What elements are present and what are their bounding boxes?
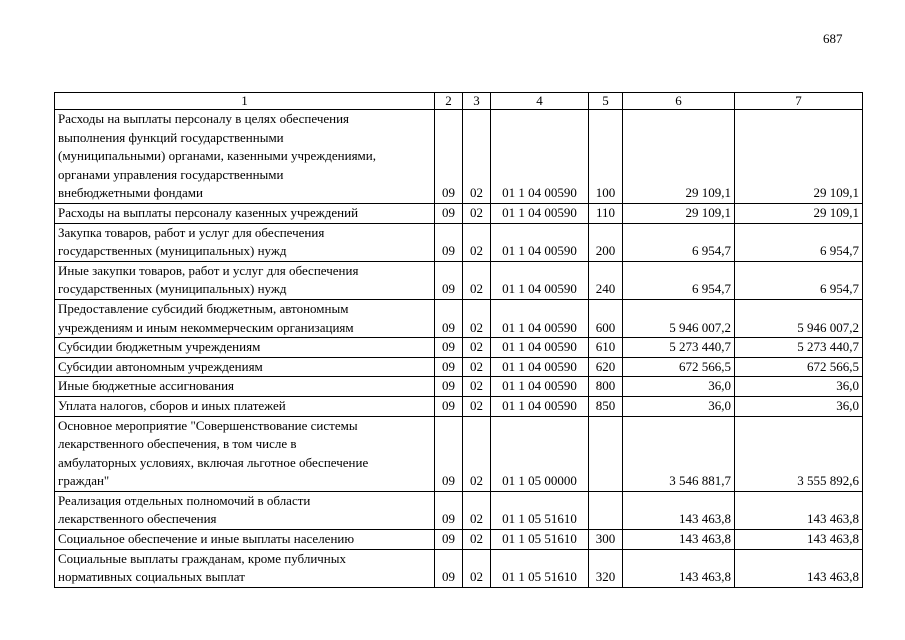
section-cell: 09 bbox=[435, 491, 463, 529]
section-cell: 09 bbox=[435, 549, 463, 587]
expense-type-cell: 800 bbox=[589, 377, 623, 397]
description-line: (муниципальными) органами, казенными учреждениями, bbox=[58, 148, 376, 164]
description-cell bbox=[55, 530, 435, 550]
subsection-cell: 02 bbox=[463, 203, 491, 223]
description-line: Уплата налогов, сборов и иных платежей bbox=[58, 397, 286, 413]
description-line: Социальное обеспечение и иные выплаты населению bbox=[58, 531, 355, 547]
header-cell-2: 2 bbox=[435, 93, 463, 110]
expense-type-cell: 110 bbox=[589, 203, 623, 223]
amount-col7-cell: 6 954,7 bbox=[735, 223, 863, 261]
amount-col7-cell: 672 566,5 bbox=[735, 357, 863, 377]
expense-type-cell: 240 bbox=[589, 261, 623, 299]
header-cell-4: 4 bbox=[491, 93, 589, 110]
subsection-cell: 02 bbox=[463, 396, 491, 416]
amount-col6-cell: 5 273 440,7 bbox=[623, 338, 735, 358]
description-line: Реализация отдельных полномочий в области bbox=[58, 492, 311, 508]
section-cell: 09 bbox=[435, 223, 463, 261]
section-cell: 09 bbox=[435, 110, 463, 204]
target-item-cell: 01 1 05 00000 bbox=[491, 416, 589, 491]
target-item-cell: 01 1 04 00590 bbox=[491, 203, 589, 223]
header-cell-1: 1 bbox=[55, 93, 435, 110]
subsection-cell: 02 bbox=[463, 357, 491, 377]
section-cell: 09 bbox=[435, 530, 463, 550]
amount-col6-cell: 5 946 007,2 bbox=[623, 299, 735, 337]
description-line: Расходы на выплаты персоналу казенных учреждений bbox=[58, 204, 359, 220]
page-number: 687 bbox=[823, 31, 843, 46]
description-line: Иные закупки товаров, работ и услуг для обеспечения bbox=[58, 262, 359, 278]
expense-type-cell: 600 bbox=[589, 299, 623, 337]
description-cell bbox=[55, 491, 435, 529]
section-cell: 09 bbox=[435, 203, 463, 223]
description-line: амбулаторных условиях, включая льготное обеспечение bbox=[58, 454, 369, 470]
amount-col7-cell: 5 273 440,7 bbox=[735, 338, 863, 358]
amount-col7-cell: 36,0 bbox=[735, 377, 863, 397]
expense-type-cell: 320 bbox=[589, 549, 623, 587]
table-row bbox=[55, 357, 863, 377]
header-cell-6: 6 bbox=[623, 93, 735, 110]
expense-type-cell: 100 bbox=[589, 110, 623, 204]
target-item-cell: 01 1 04 00590 bbox=[491, 377, 589, 397]
header-cell-7: 7 bbox=[735, 93, 863, 110]
expense-type-cell bbox=[589, 416, 623, 491]
expense-type-cell: 300 bbox=[589, 530, 623, 550]
description-line: Основное мероприятие "Совершенствование системы bbox=[58, 417, 358, 433]
description-cell bbox=[55, 338, 435, 358]
description-cell bbox=[55, 357, 435, 377]
target-item-cell: 01 1 05 51610 bbox=[491, 549, 589, 587]
description-line: Субсидии бюджетным учреждениям bbox=[58, 339, 261, 355]
description-line: внебюджетными фондами bbox=[58, 185, 203, 201]
description-line: лекарственного обеспечения bbox=[58, 511, 217, 527]
table-row bbox=[55, 377, 863, 397]
description-cell bbox=[55, 416, 435, 491]
table-row bbox=[55, 261, 863, 299]
expense-type-cell: 610 bbox=[589, 338, 623, 358]
subsection-cell: 02 bbox=[463, 299, 491, 337]
description-cell bbox=[55, 223, 435, 261]
target-item-cell: 01 1 04 00590 bbox=[491, 396, 589, 416]
description-cell bbox=[55, 377, 435, 397]
description-line: граждан" bbox=[58, 473, 110, 489]
target-item-cell: 01 1 04 00590 bbox=[491, 338, 589, 358]
subsection-cell: 02 bbox=[463, 377, 491, 397]
description-line: учреждениям и иным некоммерческим организациям bbox=[58, 319, 354, 335]
description-line: лекарственного обеспечения, в том числе в bbox=[58, 436, 297, 452]
amount-col6-cell: 29 109,1 bbox=[623, 110, 735, 204]
subsection-cell: 02 bbox=[463, 261, 491, 299]
table-row bbox=[55, 203, 863, 223]
table-row bbox=[55, 110, 863, 204]
amount-col6-cell: 143 463,8 bbox=[623, 530, 735, 550]
target-item-cell: 01 1 04 00590 bbox=[491, 261, 589, 299]
expense-type-cell: 850 bbox=[589, 396, 623, 416]
table-body bbox=[55, 93, 863, 588]
amount-col6-cell: 672 566,5 bbox=[623, 357, 735, 377]
target-item-cell: 01 1 04 00590 bbox=[491, 110, 589, 204]
header-cell-5: 5 bbox=[589, 93, 623, 110]
target-item-cell: 01 1 04 00590 bbox=[491, 223, 589, 261]
amount-col7-cell: 3 555 892,6 bbox=[735, 416, 863, 491]
budget-table bbox=[54, 92, 863, 588]
section-cell: 09 bbox=[435, 261, 463, 299]
section-cell: 09 bbox=[435, 416, 463, 491]
description-cell bbox=[55, 110, 435, 204]
amount-col6-cell: 29 109,1 bbox=[623, 203, 735, 223]
target-item-cell: 01 1 05 51610 bbox=[491, 491, 589, 529]
expense-type-cell bbox=[589, 491, 623, 529]
section-cell: 09 bbox=[435, 377, 463, 397]
target-item-cell: 01 1 05 51610 bbox=[491, 530, 589, 550]
description-cell bbox=[55, 549, 435, 587]
target-item-cell: 01 1 04 00590 bbox=[491, 357, 589, 377]
amount-col7-cell: 143 463,8 bbox=[735, 491, 863, 529]
amount-col6-cell: 6 954,7 bbox=[623, 261, 735, 299]
amount-col6-cell: 36,0 bbox=[623, 396, 735, 416]
subsection-cell: 02 bbox=[463, 110, 491, 204]
table-row bbox=[55, 491, 863, 529]
subsection-cell: 02 bbox=[463, 530, 491, 550]
description-line: Предоставление субсидий бюджетным, автономным bbox=[58, 300, 349, 316]
description-cell bbox=[55, 299, 435, 337]
target-item-cell: 01 1 04 00590 bbox=[491, 299, 589, 337]
section-cell: 09 bbox=[435, 338, 463, 358]
section-cell: 09 bbox=[435, 299, 463, 337]
amount-col6-cell: 6 954,7 bbox=[623, 223, 735, 261]
description-line: Расходы на выплаты персоналу в целях обеспечения bbox=[58, 111, 350, 126]
amount-col7-cell: 143 463,8 bbox=[735, 530, 863, 550]
description-line: государственных (муниципальных) нужд bbox=[58, 243, 287, 259]
amount-col6-cell: 36,0 bbox=[623, 377, 735, 397]
subsection-cell: 02 bbox=[463, 223, 491, 261]
description-line: Закупка товаров, работ и услуг для обеспечения bbox=[58, 224, 325, 240]
amount-col7-cell: 29 109,1 bbox=[735, 203, 863, 223]
table-row bbox=[55, 338, 863, 358]
expense-type-cell: 620 bbox=[589, 357, 623, 377]
amount-col6-cell: 143 463,8 bbox=[623, 491, 735, 529]
header-cell-3: 3 bbox=[463, 93, 491, 110]
table-row bbox=[55, 396, 863, 416]
section-cell: 09 bbox=[435, 396, 463, 416]
amount-col7-cell: 6 954,7 bbox=[735, 261, 863, 299]
description-cell bbox=[55, 203, 435, 223]
table-row bbox=[55, 223, 863, 261]
amount-col7-cell: 29 109,1 bbox=[735, 110, 863, 204]
subsection-cell: 02 bbox=[463, 491, 491, 529]
section-cell: 09 bbox=[435, 357, 463, 377]
amount-col7-cell: 5 946 007,2 bbox=[735, 299, 863, 337]
description-line: органами управления государственными bbox=[58, 166, 284, 182]
table-row bbox=[55, 549, 863, 587]
description-cell bbox=[55, 396, 435, 416]
table-row bbox=[55, 299, 863, 337]
description-line: Иные бюджетные ассигнования bbox=[58, 378, 235, 394]
header-row bbox=[55, 93, 863, 110]
subsection-cell: 02 bbox=[463, 416, 491, 491]
table-row bbox=[55, 416, 863, 491]
subsection-cell: 02 bbox=[463, 338, 491, 358]
amount-col6-cell: 3 546 881,7 bbox=[623, 416, 735, 491]
amount-col7-cell: 143 463,8 bbox=[735, 549, 863, 587]
description-line: государственных (муниципальных) нужд bbox=[58, 281, 287, 297]
description-line: Субсидии автономным учреждениям bbox=[58, 358, 263, 374]
amount-col6-cell: 143 463,8 bbox=[623, 549, 735, 587]
table-row bbox=[55, 530, 863, 550]
expense-type-cell: 200 bbox=[589, 223, 623, 261]
description-cell bbox=[55, 261, 435, 299]
description-line: Социальные выплаты гражданам, кроме публичных bbox=[58, 550, 346, 566]
amount-col7-cell: 36,0 bbox=[735, 396, 863, 416]
description-line: нормативных социальных выплат bbox=[58, 569, 245, 585]
description-line: выполнения функций государственными bbox=[58, 129, 284, 145]
subsection-cell: 02 bbox=[463, 549, 491, 587]
